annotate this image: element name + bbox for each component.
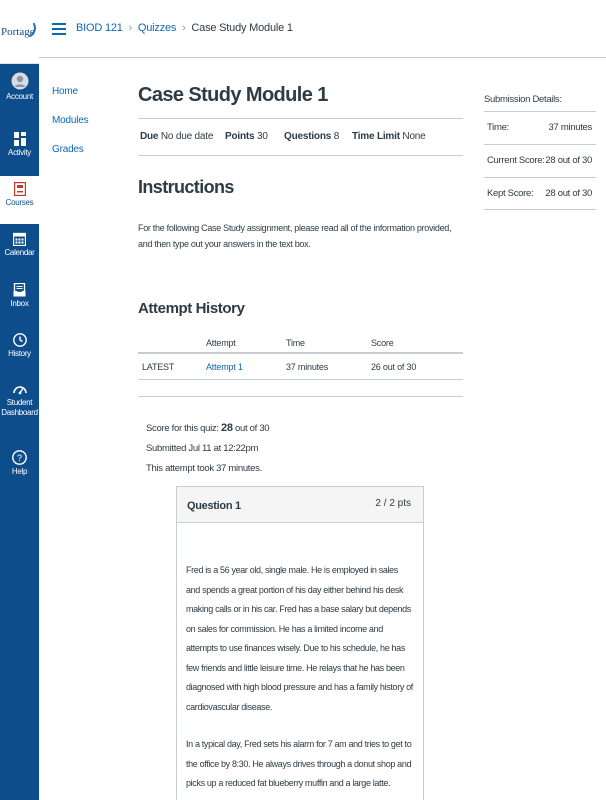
time-limit-value: None: [402, 131, 426, 142]
attempt-score: 26 out of 30: [371, 362, 417, 372]
current-score-label: Current Score:: [487, 155, 545, 166]
score-prefix: Score for this quiz:: [146, 423, 219, 434]
due-value: No due date: [160, 131, 214, 142]
questions-meta: [284, 131, 339, 142]
breadcrumb-quizzes[interactable]: Quizzes: [137, 22, 177, 34]
page-title: Case Study Module 1: [138, 84, 328, 106]
course-nav-home[interactable]: Home: [52, 86, 78, 97]
nav-inbox[interactable]: [0, 283, 39, 323]
col-score: Score: [371, 338, 394, 348]
points-label: Points: [225, 131, 255, 142]
attempt-link[interactable]: Attempt 1: [206, 362, 243, 372]
breadcrumb-separator: ›: [128, 22, 133, 34]
score-suffix: out of 30: [235, 423, 270, 434]
inbox-icon: [13, 283, 26, 297]
instructions-heading: Instructions: [138, 177, 234, 197]
time-limit-meta: [352, 131, 426, 142]
quiz-meta: [138, 118, 463, 156]
kept-score-label: Kept Score:: [487, 188, 534, 199]
score-value: 28: [221, 422, 233, 434]
portage-logo[interactable]: [0, 0, 39, 64]
attempt-history-table: [138, 334, 463, 380]
instructions-text: For the following Case Study assignment, please read all of the information provided, and then type out your answers in the text box.: [138, 223, 452, 249]
question-card: [176, 486, 424, 800]
help-icon: [12, 450, 27, 465]
score-summary: [146, 418, 269, 479]
courses-icon: [14, 182, 26, 196]
breadcrumb-course[interactable]: BIOD 121: [76, 22, 123, 34]
question-header: [177, 487, 423, 523]
nav-account[interactable]: [0, 72, 39, 122]
submitted-line: Submitted Jul 11 at 12:22pm: [146, 443, 259, 454]
question-points: 2 / 2 pts: [375, 498, 411, 509]
table-header: [138, 334, 463, 354]
duration-line: This attempt took 37 minutes.: [146, 463, 262, 474]
nav-history[interactable]: [0, 333, 39, 373]
logo-text: Portage: [1, 25, 35, 38]
points-meta: [225, 131, 268, 142]
time-value: 37 minutes: [548, 122, 592, 133]
nav-history-label: History: [8, 349, 31, 358]
page-header: [39, 0, 606, 58]
questions-value: 8: [333, 131, 340, 142]
current-score-value: 28 out of 30: [545, 155, 592, 166]
nav-calendar-label: Calendar: [4, 248, 35, 257]
question-name: Question 1: [187, 500, 241, 512]
history-icon: [13, 333, 27, 347]
questions-label: Questions: [284, 131, 332, 142]
attempt-time: 37 minutes: [286, 362, 329, 372]
score-line: [146, 418, 269, 439]
nav-calendar[interactable]: [0, 232, 39, 272]
col-time: Time: [286, 338, 305, 348]
submission-details-title: Submission Details:: [484, 94, 562, 105]
divider: [138, 396, 463, 397]
nav-courses[interactable]: [0, 176, 39, 224]
nav-help[interactable]: [0, 450, 39, 490]
col-attempt: Attempt: [206, 338, 236, 348]
nav-inbox-label: Inbox: [10, 299, 29, 308]
question-paragraph: In a typical day, Fred sets his alarm for 7 am and tries to get to the office by 8:30. He always drives through a donut shop and picks up a reduced fat blueberry muffin and a large latte.: [186, 739, 412, 788]
hamburger-menu-icon[interactable]: [52, 23, 66, 35]
nav-activity[interactable]: [0, 132, 39, 172]
quiz-main: [138, 84, 463, 788]
latest-tag: LATEST: [142, 362, 175, 372]
time-label: Time:: [487, 122, 509, 133]
course-nav-grades[interactable]: Grades: [52, 144, 84, 155]
kept-score-row: [484, 177, 596, 210]
breadcrumb-separator: ›: [182, 22, 186, 34]
question-paragraph: Fred is a 56 year old, single male. He is employed in sales and spends a great portion of his day either behind his desk making calls or in his car. Fred has a base salary but depends on sales for commission. He has a limited income and attempts to use finances wisely. Due to his schedule, he has few friends and little leisure time. He relays that he has been diagnosed with high blood pressure and has a family history of cardiovascular disease.: [186, 565, 413, 712]
submission-details: [484, 94, 596, 210]
nav-student-dashboard[interactable]: [0, 383, 39, 437]
nav-student-dashboard-label: Student Dashboard: [1, 398, 38, 417]
svg-text:?: ?: [16, 453, 23, 463]
nav-help-label: Help: [11, 467, 28, 476]
due-label: Due: [140, 131, 159, 142]
breadcrumb-current: Case Study Module 1: [191, 22, 293, 34]
global-nav: [0, 0, 39, 800]
question-body: [177, 523, 423, 794]
time-limit-label: Time Limit: [352, 131, 400, 142]
account-icon: [11, 72, 29, 90]
current-score-row: [484, 144, 596, 177]
submission-time-row: [484, 111, 596, 144]
due-meta: [140, 131, 213, 142]
breadcrumb: [76, 22, 293, 34]
nav-account-label: Account: [6, 92, 33, 101]
activity-icon: [14, 132, 26, 146]
kept-score-value: 28 out of 30: [545, 188, 592, 199]
dashboard-icon: [13, 383, 27, 396]
calendar-icon: [13, 232, 26, 246]
course-nav: [52, 86, 88, 173]
nav-activity-label: Activity: [8, 148, 31, 157]
attempt-history-heading: Attempt History: [138, 300, 245, 317]
points-value: 30: [256, 131, 268, 142]
nav-courses-label: Courses: [5, 198, 34, 207]
table-row: [138, 354, 463, 380]
course-nav-modules[interactable]: Modules: [52, 115, 89, 126]
